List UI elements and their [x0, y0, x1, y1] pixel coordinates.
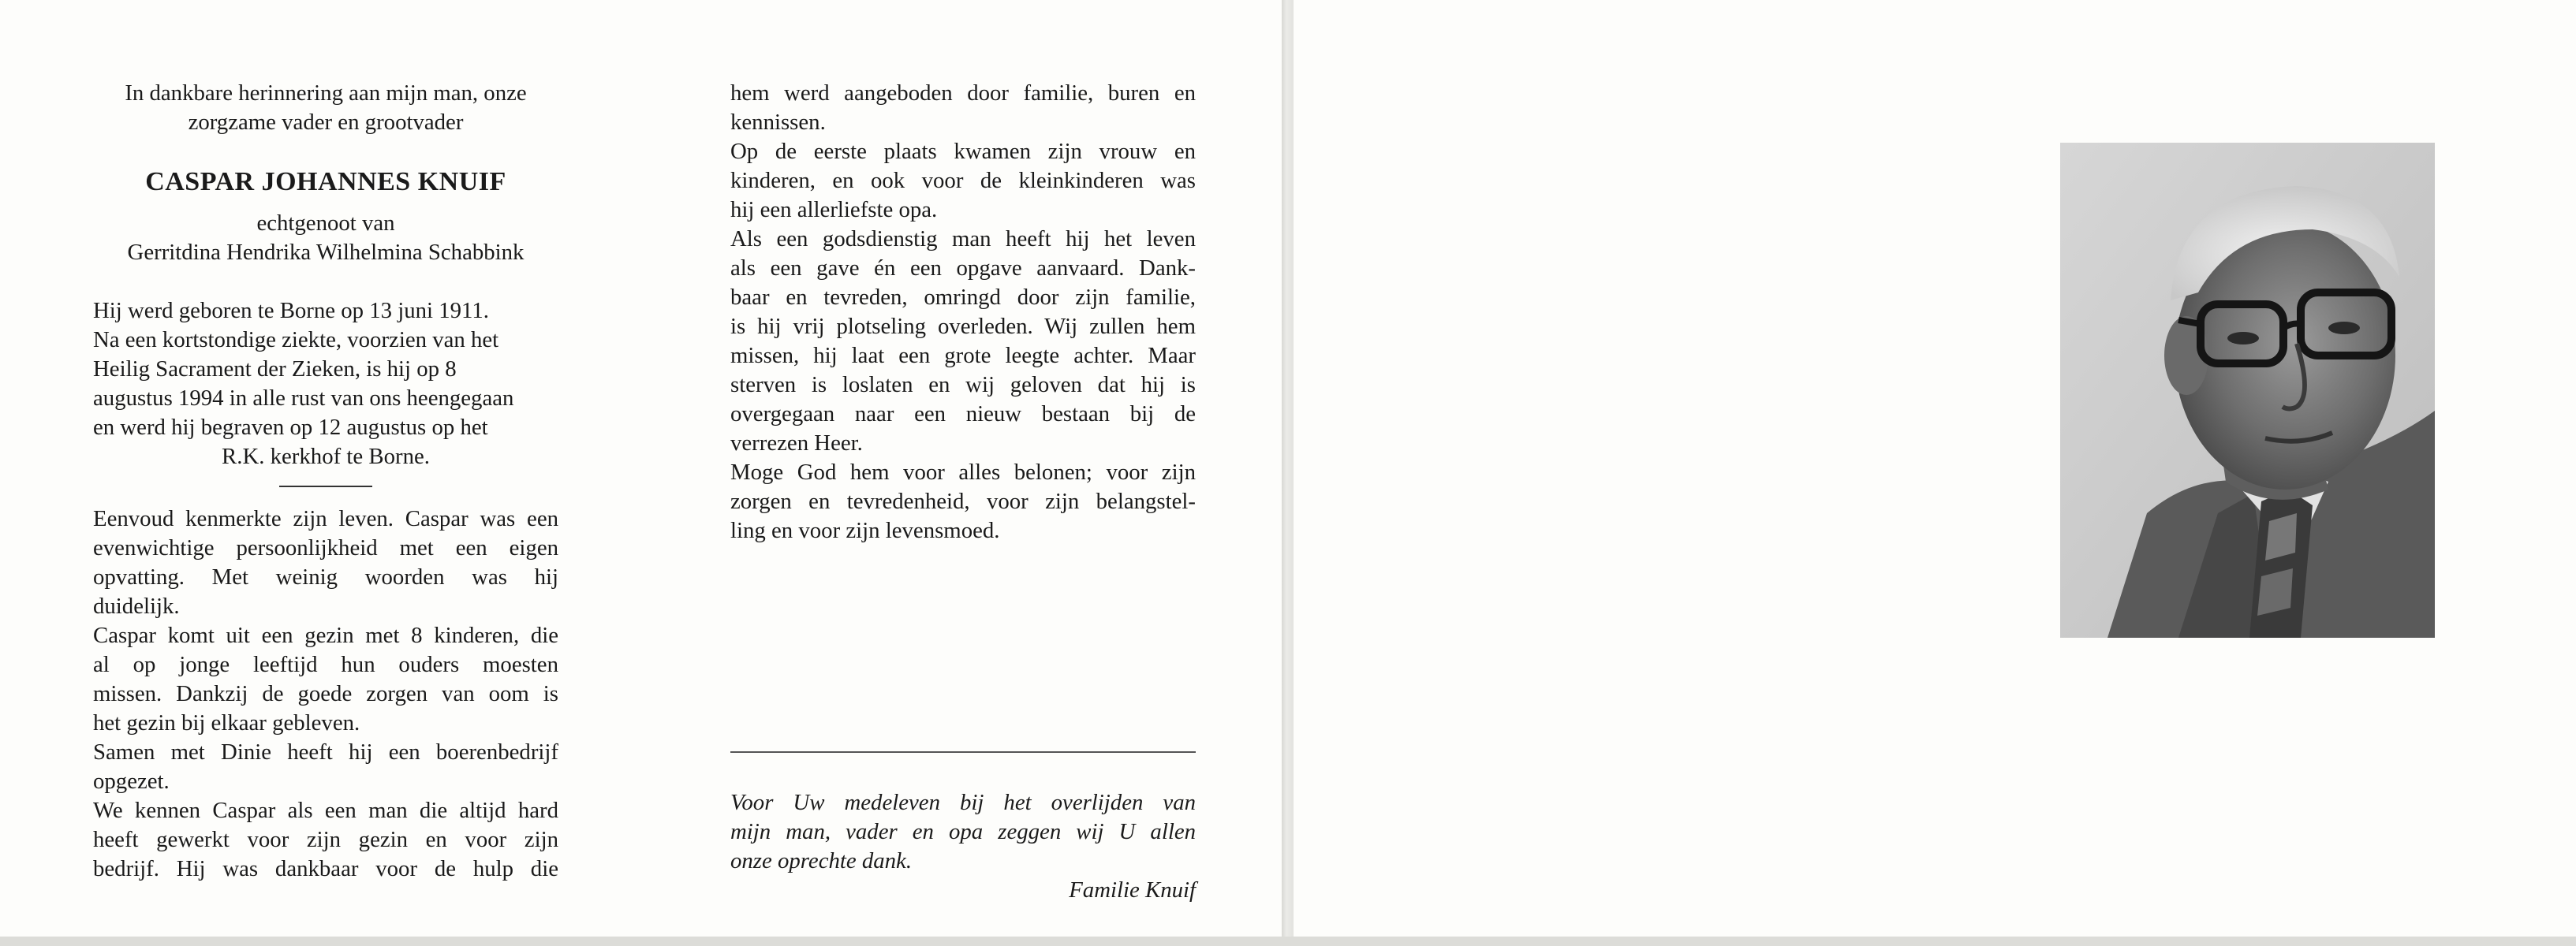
paragraph-line: We kennen Caspar als een man die altijd hard: [93, 798, 558, 823]
opening-line: zorgzame vader en grootvader: [188, 110, 464, 135]
family-signature: Familie Knuif: [1069, 877, 1196, 903]
thanks-line: Voor Uw medeleven bij het overlijden van: [730, 790, 1196, 815]
spouse-intro: echtgenoot van: [256, 210, 395, 236]
thanks-divider: [730, 751, 1196, 753]
paragraph-line: missen, hij laat een grote leegte achter. Maar: [730, 343, 1196, 368]
biography: [93, 296, 558, 471]
paragraph-last-line: kennissen.: [730, 110, 826, 135]
portrait-photo: [2060, 143, 2435, 638]
biography-line: Heilig Sacrament der Zieken, is hij op 8: [93, 356, 457, 382]
biography-line: Na een kortstondige ziekte, voorzien van het: [93, 327, 499, 352]
paragraph: [730, 79, 1196, 108]
paragraph-line: opvatting. Met weinig woorden was hij: [93, 564, 558, 590]
paragraph-line: overgegaan naar een nieuw bestaan bij de: [730, 401, 1196, 426]
paragraph-line: heeft gewerkt voor zijn gezin en voor zijn: [93, 827, 558, 852]
paragraph: [93, 796, 558, 884]
card-fold: [1282, 0, 1294, 946]
paragraph: [93, 621, 558, 709]
paragraph-last-line: opgezet.: [93, 769, 170, 794]
paragraph-line: kinderen, en ook voor de kleinkinderen was: [730, 168, 1196, 193]
paragraph-line: bedrijf. Hij was dankbaar voor de hulp die: [93, 856, 558, 881]
paragraph-line: Caspar komt uit een gezin met 8 kinderen, die: [93, 623, 558, 648]
thanks-lines: [730, 788, 1196, 847]
paragraph-line: als een gave én een opgave aanvaard. Dank-: [730, 255, 1196, 281]
paragraph-last-line: duidelijk.: [93, 594, 180, 619]
paragraph-line: Op de eerste plaats kwamen zijn vrouw en: [730, 139, 1196, 164]
paragraph-line: Moge God hem voor alles belonen; voor zijn: [730, 460, 1196, 485]
paragraph-last-line: hij een allerliefste opa.: [730, 197, 938, 222]
biography-line: Hij werd geboren te Borne op 13 juni 1911.: [93, 298, 489, 323]
paragraph: [93, 738, 558, 767]
biography-line: augustus 1994 in alle rust van ons heengegaan: [93, 385, 514, 411]
thanks-last-line: onze oprechte dank.: [730, 848, 913, 873]
paragraph-line: evenwichtige persoonlijkheid met een eigen: [93, 535, 558, 561]
biography-line: en werd hij begraven op 12 augustus op het: [93, 415, 488, 440]
paragraph-line: zorgen en tevredenheid, voor zijn belangstel-: [730, 489, 1196, 514]
card-bottom-edge: [0, 937, 2576, 946]
paragraph-line: baar en tevreden, omringd door zijn familie,: [730, 285, 1196, 310]
spouse-name: Gerritdina Hendrika Wilhelmina Schabbink: [127, 240, 525, 265]
paragraph-line: Samen met Dinie heeft hij een boerenbedrijf: [93, 739, 558, 765]
life-description: [93, 505, 558, 884]
opening-text: [93, 79, 558, 137]
paragraph-last-line: ling en voor zijn levensmoed.: [730, 518, 1000, 543]
paragraph-line: al op jonge leeftijd hun ouders moesten: [93, 652, 558, 677]
paragraph-last-line: verrezen Heer.: [730, 430, 863, 456]
paragraph: [730, 458, 1196, 516]
paragraph: [730, 225, 1196, 429]
section-divider: [279, 486, 372, 487]
paragraph-line: Eenvoud kenmerkte zijn leven. Caspar was een: [93, 506, 558, 531]
thanks-text: [730, 788, 1196, 876]
paragraph-line: sterven is loslaten en wij geloven dat hij is: [730, 372, 1196, 397]
paragraph-line: Als een godsdienstig man heeft hij het leven: [730, 226, 1196, 251]
paragraph: [93, 505, 558, 592]
text-column-two: [730, 79, 1196, 546]
thanks-line: mijn man, vader en opa zeggen wij U allen: [730, 819, 1196, 844]
burial-place: R.K. kerkhof te Borne.: [222, 444, 430, 469]
text-column-one: [93, 79, 558, 884]
paragraph-line: is hij vrij plotseling overleden. Wij zullen hem: [730, 314, 1196, 339]
paragraph-last-line: het gezin bij elkaar gebleven.: [93, 710, 360, 736]
deceased-name: CASPAR JOHANNES KNUIF: [145, 167, 506, 196]
paragraph-line: hem werd aangeboden door familie, buren en: [730, 80, 1196, 106]
paragraph: [730, 137, 1196, 196]
paragraph-line: missen. Dankzij de goede zorgen van oom is: [93, 681, 558, 706]
opening-line: In dankbare herinnering aan mijn man, onze: [125, 80, 527, 106]
